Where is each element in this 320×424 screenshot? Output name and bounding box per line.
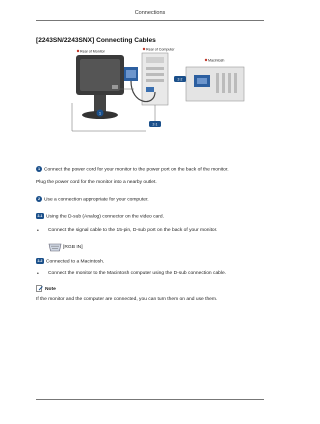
label-macintosh: Macintosh xyxy=(208,58,225,63)
step-2-badge: 2 xyxy=(37,197,41,201)
bullet-icon: • xyxy=(37,271,39,277)
note-icon xyxy=(36,285,43,292)
step-1 xyxy=(36,166,229,173)
badge-1: 1 xyxy=(99,111,101,116)
step-2-1-bullet: Connect the signal cable to the 15-pin, D-sub port on the back of your monitor. xyxy=(48,228,218,233)
step-2-2-bullet: Connect the monitor to the Macintosh computer using the D-sub connection cable. xyxy=(48,271,227,276)
step-2-1-text: Using the D-sub (Analog) connector on the video card. xyxy=(46,214,164,220)
note-text: If the monitor and the computer are connected, you can turn them on and use them. xyxy=(36,297,218,302)
note-heading xyxy=(36,285,56,293)
badge-2-1: 2-1 xyxy=(152,122,158,127)
label-rear-of-monitor: Rear of Monitor xyxy=(80,49,105,54)
label-rear-of-computer: Rear of Computer xyxy=(146,47,175,52)
note-label: Note xyxy=(45,286,56,292)
footer-divider xyxy=(36,399,264,400)
step-1-text: Connect the power cord for your monitor to the power port on the back of the monitor. xyxy=(44,167,229,173)
step-2 xyxy=(36,196,149,203)
header-divider xyxy=(36,20,264,21)
rgb-in-label: [RGB IN] xyxy=(63,245,83,250)
step-2-1-badge: 2-1 xyxy=(37,214,43,218)
step-1-badge: 1 xyxy=(37,167,41,171)
rgb-in-port-icon xyxy=(48,243,62,252)
connection-diagram xyxy=(60,45,246,155)
badge-2-2: 2-2 xyxy=(177,77,183,82)
step-2-2-text: Connected to a Macintosh. xyxy=(46,259,105,265)
step-2-2 xyxy=(36,258,104,265)
macintosh-rear-illustration xyxy=(186,67,244,101)
section-title: [2243SN/2243SNX] Connecting Cables xyxy=(36,37,156,44)
monitor-rear-illustration xyxy=(76,55,124,119)
page-header: Connections xyxy=(134,10,166,16)
step-2-text: Use a connection appropriate for your computer. xyxy=(44,197,149,203)
step-2-2-badge: 2-2 xyxy=(37,259,43,263)
step-1-sub: Plug the power cord for the monitor into a nearby outlet. xyxy=(36,180,157,185)
step-2-1 xyxy=(36,213,164,220)
bullet-icon: • xyxy=(37,228,39,234)
computer-rear-illustration xyxy=(142,53,168,105)
